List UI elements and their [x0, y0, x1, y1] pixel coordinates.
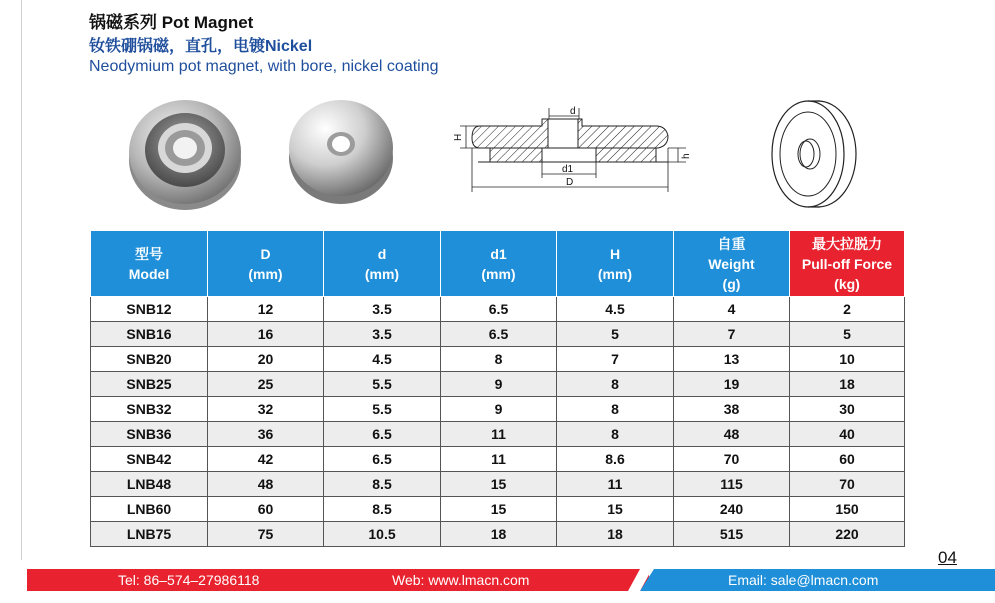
header-weight: 自重 Weight (g): [674, 231, 790, 297]
pot-magnet-photo-top: [125, 92, 245, 214]
header-model: 型号 Model: [91, 231, 208, 297]
cell-inner-diameter: 18: [441, 522, 557, 547]
cell-pull-off-force: 70: [790, 472, 905, 497]
cell-height: 11: [557, 472, 674, 497]
cell-pull-off-force: 5: [790, 322, 905, 347]
table-header-row: [91, 231, 905, 297]
cell-outer-diameter: 12: [208, 297, 324, 322]
table-row: [91, 522, 905, 547]
cell-bore-diameter: 8.5: [324, 472, 441, 497]
cell-outer-diameter: 75: [208, 522, 324, 547]
cell-bore-diameter: 5.5: [324, 397, 441, 422]
cell-outer-diameter: 60: [208, 497, 324, 522]
page-number: 04: [938, 548, 957, 567]
cell-outer-diameter: 32: [208, 397, 324, 422]
cell-inner-diameter: 15: [441, 472, 557, 497]
cell-weight: 70: [674, 447, 790, 472]
cell-weight: 515: [674, 522, 790, 547]
cell-height: 4.5: [557, 297, 674, 322]
cell-outer-diameter: 16: [208, 322, 324, 347]
cell-pull-off-force: 220: [790, 522, 905, 547]
cell-pull-off-force: 40: [790, 422, 905, 447]
cell-pull-off-force: 18: [790, 372, 905, 397]
subtitle-english: Neodymium pot magnet, with bore, nickel coating: [89, 58, 439, 75]
cell-inner-diameter: 9: [441, 397, 557, 422]
cell-height: 18: [557, 522, 674, 547]
cell-pull-off-force: 60: [790, 447, 905, 472]
table-row: [91, 347, 905, 372]
cell-model: SNB12: [91, 297, 208, 322]
cell-weight: 7: [674, 322, 790, 347]
cell-outer-diameter: 42: [208, 447, 324, 472]
cell-model: SNB16: [91, 322, 208, 347]
cell-model: SNB42: [91, 447, 208, 472]
cross-section-drawing: [446, 102, 700, 202]
cell-height: 8.6: [557, 447, 674, 472]
isometric-sketch: [760, 96, 866, 210]
cell-height: 7: [557, 347, 674, 372]
header-inner-diameter: d1 (mm): [441, 231, 557, 297]
left-margin-rule: [21, 0, 22, 560]
dim-label-H: H: [453, 133, 464, 141]
subtitle-chinese: 钕铁硼锅磁，直孔，电镀Nickel: [89, 38, 313, 55]
cell-weight: 48: [674, 422, 790, 447]
table-row: [91, 422, 905, 447]
cell-outer-diameter: 25: [208, 372, 324, 397]
cell-bore-diameter: 6.5: [324, 447, 441, 472]
cell-weight: 240: [674, 497, 790, 522]
footer-email-link[interactable]: Email: sale@lmacn.com: [728, 572, 879, 588]
cell-bore-diameter: 3.5: [324, 322, 441, 347]
table-row: [91, 472, 905, 497]
cell-inner-diameter: 11: [441, 447, 557, 472]
cell-pull-off-force: 2: [790, 297, 905, 322]
cell-weight: 38: [674, 397, 790, 422]
header-bore-diameter: d (mm): [324, 231, 441, 297]
footer-website-link[interactable]: Web: www.lmacn.com: [392, 572, 530, 588]
cell-height: 5: [557, 322, 674, 347]
cell-model: LNB75: [91, 522, 208, 547]
cell-height: 8: [557, 397, 674, 422]
dim-label-d: d: [570, 106, 576, 117]
cell-bore-diameter: 4.5: [324, 347, 441, 372]
cell-bore-diameter: 10.5: [324, 522, 441, 547]
cell-inner-diameter: 9: [441, 372, 557, 397]
cell-model: SNB20: [91, 347, 208, 372]
footer-telephone: Tel: 86–574–27986118: [118, 572, 260, 588]
table-row: [91, 297, 905, 322]
dim-label-d1: d1: [562, 164, 574, 175]
cell-bore-diameter: 6.5: [324, 422, 441, 447]
cell-pull-off-force: 150: [790, 497, 905, 522]
cell-weight: 13: [674, 347, 790, 372]
cell-inner-diameter: 6.5: [441, 322, 557, 347]
cell-pull-off-force: 10: [790, 347, 905, 372]
pot-magnet-photo-back: [285, 92, 397, 206]
cell-outer-diameter: 48: [208, 472, 324, 497]
dim-label-D: D: [566, 177, 574, 188]
page-title: 锅磁系列 Pot Magnet: [89, 13, 254, 32]
cell-outer-diameter: 20: [208, 347, 324, 372]
cell-model: LNB48: [91, 472, 208, 497]
header-pull-off-force: 最大拉脱力 Pull-off Force (kg): [790, 231, 905, 297]
header-outer-diameter: D (mm): [208, 231, 324, 297]
table-row: [91, 397, 905, 422]
table-row: [91, 372, 905, 397]
cell-height: 15: [557, 497, 674, 522]
table-row: [91, 322, 905, 347]
cell-pull-off-force: 30: [790, 397, 905, 422]
cell-weight: 4: [674, 297, 790, 322]
table-row: [91, 497, 905, 522]
cell-bore-diameter: 3.5: [324, 297, 441, 322]
cell-model: SNB25: [91, 372, 208, 397]
dim-label-h: h: [681, 153, 692, 159]
cell-bore-diameter: 5.5: [324, 372, 441, 397]
cell-bore-diameter: 8.5: [324, 497, 441, 522]
spec-table: [90, 230, 905, 547]
cell-outer-diameter: 36: [208, 422, 324, 447]
cell-inner-diameter: 6.5: [441, 297, 557, 322]
cell-inner-diameter: 8: [441, 347, 557, 372]
cell-inner-diameter: 15: [441, 497, 557, 522]
table-row: [91, 447, 905, 472]
cell-model: SNB32: [91, 397, 208, 422]
cell-model: SNB36: [91, 422, 208, 447]
cell-inner-diameter: 11: [441, 422, 557, 447]
header-height: H (mm): [557, 231, 674, 297]
section-body: [472, 119, 668, 162]
cell-height: 8: [557, 422, 674, 447]
cell-weight: 115: [674, 472, 790, 497]
cell-model: LNB60: [91, 497, 208, 522]
cell-weight: 19: [674, 372, 790, 397]
cell-height: 8: [557, 372, 674, 397]
